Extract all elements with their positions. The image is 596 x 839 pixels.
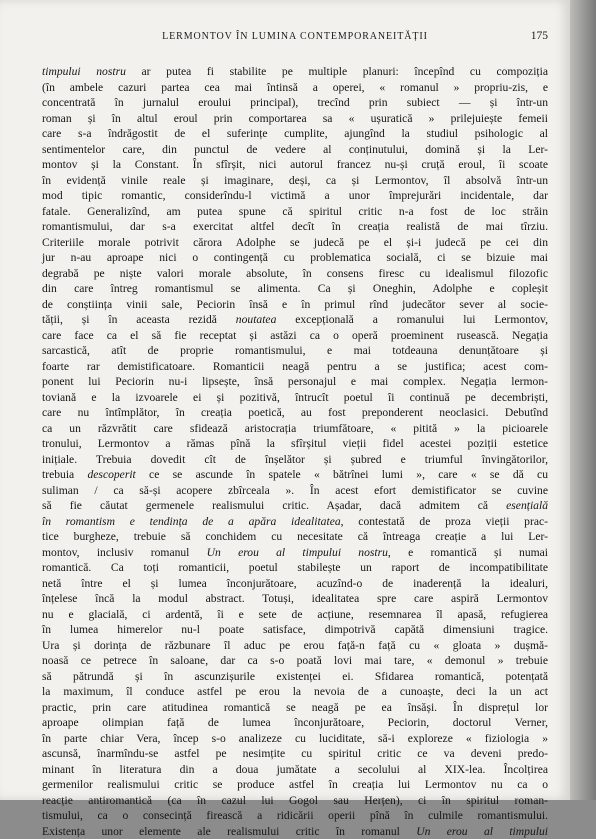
text-line [42, 483, 548, 499]
text-line [42, 390, 548, 406]
text-line [42, 746, 548, 762]
text-run: , e romantică și numai [388, 546, 548, 559]
text-run: inițiale. Trebuia dovedit cît de înșelător și șubred e triumful învingătorilor, [42, 453, 548, 466]
text-line [42, 421, 548, 437]
text-run: trebuia [42, 468, 87, 481]
text-run: care nu întîmplător, în creația poetică, au fost preponderent neoclasici. Debutînd [42, 406, 548, 419]
text-line [42, 297, 548, 313]
text-run: înțelese încă la modul abstract. Totuși, idealitatea spre care aspiră Lermontov [42, 592, 548, 605]
text-line [42, 638, 548, 654]
text-line [42, 560, 548, 576]
text-run: netă între el și lumea înconjurătoare, acuzînd-o de inaderență la idealuri, [42, 577, 548, 590]
text-run: montov și la Constant. În sfîrșit, nici autorul francez nu-și cruță eroul, îi scoate [42, 158, 548, 171]
text-line [42, 281, 548, 297]
text-run: aproape olimpian față de lumea înconjurătoare, Peciorin, doctorul Verner, [42, 716, 548, 729]
text-run: ar putea fi stabilite pe multiple planuri: începînd cu compoziția [126, 65, 548, 78]
italic-text: noutatea [236, 313, 277, 326]
italic-text: timpului nostru [42, 65, 126, 78]
text-run: ce se ascunde în spatele « bătrînei lumi », care « se dă cu [136, 468, 548, 481]
text-run: suliman / ca să-și acopere zbîrceala ». În acest efort demistificator se cuvine [42, 484, 548, 497]
text-run: germenilor realismului critic se produce astfel în creația lui Lermontov nu ca o [42, 778, 548, 791]
text-line [42, 808, 548, 824]
text-line [42, 374, 548, 390]
text-run: sarcastică, atît de proprie romantismului, e mai totdeauna denunțătoare și [42, 344, 548, 357]
text-run: ca un răzvrătit care sfidează aristocrația triumfătoare, « pitită » la picioarele [42, 422, 548, 435]
text-run: minant în literatura din a doua jumătate a secolului al XIX-lea. Încolțirea [42, 763, 548, 776]
text-line [42, 731, 548, 747]
text-run: să pătrundă și în ascunzișurile existenței ei. Sfidarea romantică, potențată [42, 670, 548, 683]
text-run: ascunsă, înarmîndu-se astfel pe nesimțite cu spiritul critic ce va deveni predo- [42, 747, 548, 760]
text-line [42, 452, 548, 468]
text-run: tronului, Lermontov a rămas pînă la sfîrșitul vieții fidel acestei poziții estetice [42, 437, 548, 450]
text-line [42, 157, 548, 173]
text-run: romantică. Ca toți romanticii, poetul stabilește un raport de incompatibilitate [42, 561, 548, 574]
text-run: degrabă pe niște valori morale absolute, în consens firesc cu idealismul filozofic [42, 267, 548, 280]
book-gutter-shadow [570, 0, 596, 800]
text-run: sentimentelor care, din punctul de vedere al conținutului, domină și la Ler- [42, 143, 548, 156]
text-run: (în ambele cazuri partea cea mai întinsă a operei, « romanul » propriu-zis, e [42, 81, 548, 94]
text-run: montov, inclusiv romanul [42, 546, 207, 559]
text-run: tismului, ca o consecință firească a ridicării operii pînă în culmile romantismului. [42, 809, 548, 822]
running-head [42, 31, 548, 47]
text-line [42, 436, 548, 452]
text-line [42, 715, 548, 731]
text-line [42, 359, 548, 375]
text-run: Ura și dorința de răzbunare îl aduc pe erou față-n față cu « gloata » dușmă- [42, 639, 548, 652]
text-run: nu e glacială, ci ardentă, îi e sete de acțiune, resemnarea îl apasă, refugierea [42, 608, 548, 621]
text-run: jur n-au aproape nici o contingență cu problematica socială, ci se bizuie mai [42, 251, 548, 264]
text-run: roman și în altul eroul prin comportarea sa « ușuratică » prilejuiește femeii [42, 112, 548, 125]
text-run: în lumea himerelor nu-l poate satisface, dimpotrivă capătă dimensiuni tragice. [42, 623, 548, 636]
italic-text: Un erou al timpului [416, 825, 548, 838]
text-run: romantismului, dar s-a exercitat altfel decît în creația realistă de mai tîrziu. [42, 220, 548, 233]
text-line [42, 684, 548, 700]
text-line [42, 762, 548, 778]
text-run: practic, prin care atitudinea romantică se neagă pe ea însăși. În disprețul lor [42, 701, 548, 714]
text-line [42, 591, 548, 607]
text-line [42, 405, 548, 421]
text-line [42, 204, 548, 220]
text-run: care s-a îndrăgostit de el suferințe cumplite, ajungînd la studiul psihologic al [42, 127, 548, 140]
text-run: Existența unor elemente ale realismului critic în romanul [42, 825, 416, 838]
text-run: Criteriile morale potrivit cărora Adolphe se judecă pe el și-i judecă pe cei din [42, 236, 548, 249]
text-line [42, 64, 548, 80]
text-run: toviană e la izvoarele ei și pozitivă, întrucît poetul îi continuă pe decembriști, [42, 391, 548, 404]
text-line [42, 793, 548, 809]
text-run: reacție antiromantică (ca în cazul lui Gogol sau Herțen), ci în spiritul roman- [42, 794, 548, 807]
text-run: care face ca el să fie receptat și astăzi ca o operă proeminent rusească. Negația [42, 329, 548, 342]
text-line [42, 545, 548, 561]
italic-text: în romantism e tendința de a apăra idealitatea [42, 515, 341, 528]
text-line [42, 235, 548, 251]
text-run: ponent lui Peciorin nu-i lipsește, însă personajul e mai complex. Negația lermon- [42, 375, 548, 388]
body-text [42, 64, 548, 839]
running-title: LERMONTOV ÎN LUMINA CONTEMPORANEITĂȚII [42, 31, 548, 42]
italic-text: descoperit [87, 468, 135, 481]
text-run: , contestată de proza vieții prac- [341, 515, 548, 528]
text-line [42, 188, 548, 204]
text-run: fatale. Generalizînd, am putea spune că spiritul critic n-a fost de loc străin [42, 205, 548, 218]
text-run: mod tipic romantic, considerîndu-l victimă a unor împrejurări incidentale, dar [42, 189, 548, 202]
text-run: tății, și în aceasta rezidă [42, 313, 236, 326]
text-run: să fie căutat germenele realismului critic. Așadar, dacă admitem că [42, 499, 506, 512]
text-line [42, 514, 548, 530]
text-line [42, 824, 548, 839]
text-run: de conștiința vinii sale, Peciorin însă e în primul rînd judecător sever al socie- [42, 298, 548, 311]
text-run: tice burgheze, trebuie să conchidem cu necesitate că întreaga creație a lui Ler- [42, 530, 548, 543]
text-line [42, 126, 548, 142]
page-number: 175 [531, 30, 548, 42]
text-line [42, 219, 548, 235]
text-line [42, 312, 548, 328]
text-run: în evidență vinile reale și imaginare, deși, ca și Lermontov, îl absolvă într-un [42, 174, 548, 187]
text-line [42, 343, 548, 359]
text-line [42, 328, 548, 344]
text-run: în parte chiar Vera, încep s-o analizeze cu luciditate, să-i exploreze « fiziologia » [42, 732, 548, 745]
italic-text: Un erou al timpului nostru [207, 546, 388, 559]
text-line [42, 669, 548, 685]
text-line [42, 173, 548, 189]
text-run: din care întreg romantismul se alimenta. Ca și Oneghin, Adolphe e copleșit [42, 282, 548, 295]
text-line [42, 653, 548, 669]
text-run: foarte rar demistificatoare. Romanticii neagă pentru a se justifica; acest com- [42, 360, 548, 373]
text-line [42, 576, 548, 592]
text-line [42, 95, 548, 111]
text-line [42, 622, 548, 638]
text-run: excepțională a romanului lui Lermontov, [276, 313, 548, 326]
italic-text: esențială [506, 499, 548, 512]
text-line [42, 529, 548, 545]
text-line [42, 111, 548, 127]
text-run: concentrată în jurnalul eroului principal), trecînd prin subiect — și într-un [42, 96, 548, 109]
text-line [42, 266, 548, 282]
text-run: noasă ce petrece în saloane, dar ca s-o poată lovi mai tare, « demonul » trebuie [42, 654, 548, 667]
text-line [42, 607, 548, 623]
text-line [42, 250, 548, 266]
text-line [42, 467, 548, 483]
text-line [42, 700, 548, 716]
text-line [42, 80, 548, 96]
text-run: la maximum, îl conduce astfel pe erou la nevoia de a cunoaște, deci la un act [42, 685, 548, 698]
text-line [42, 142, 548, 158]
text-line [42, 498, 548, 514]
text-line [42, 777, 548, 793]
